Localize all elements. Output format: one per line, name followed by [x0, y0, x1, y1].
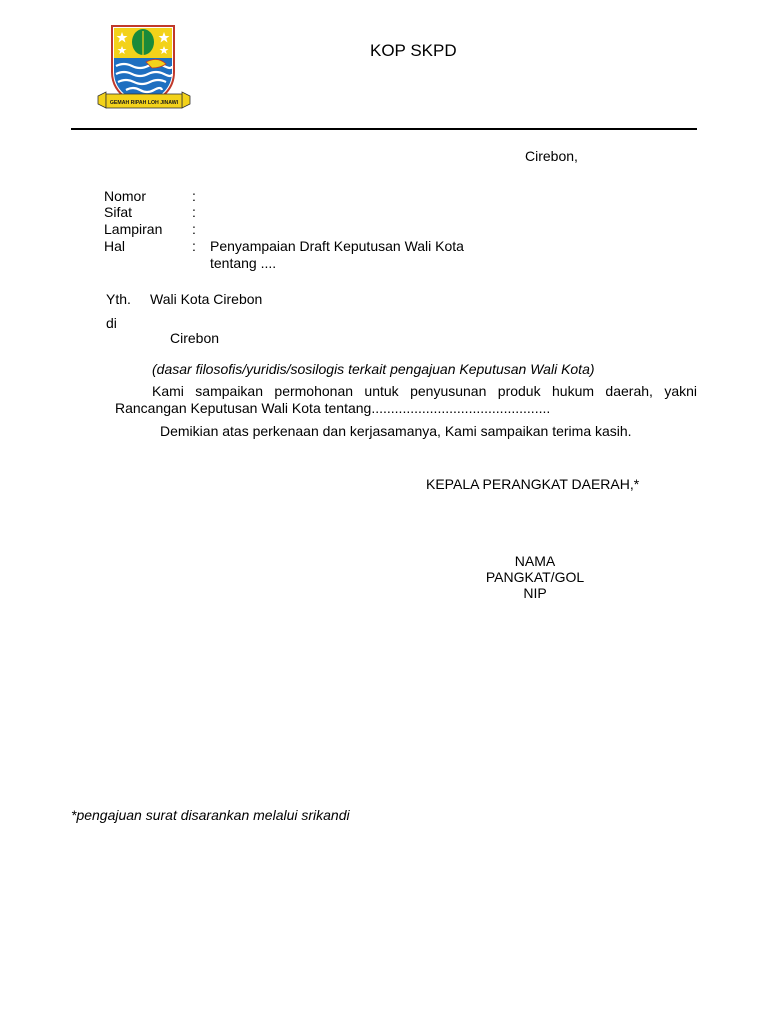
signatory-nip: NIP	[523, 585, 547, 601]
recipient-di: di	[106, 315, 117, 331]
meta-value-hal: Penyampaian Draft Keputusan Wali Kota	[210, 238, 464, 254]
letterhead-title: KOP SKPD	[370, 41, 457, 60]
meta-colon-sifat: :	[192, 204, 196, 220]
paragraph-1-line-1: Kami sampaikan permohonan untuk penyusunan produk hukum daerah, yakni	[152, 383, 697, 399]
meta-label-sifat: Sifat	[104, 204, 133, 220]
signatory-position: KEPALA PERANGKAT DAERAH,*	[426, 476, 640, 492]
signatory-name: NAMA	[514, 553, 556, 569]
meta-colon-hal: :	[192, 238, 196, 254]
logo-motto: GEMAH RIPAH LOH JINAWI	[109, 100, 179, 106]
date-line: Cirebon,	[525, 148, 578, 164]
paragraph-2: Demikian atas perkenaan dan kerjasamanya, Kami sampaikan terima kasih.	[160, 423, 632, 439]
footnote: *pengajuan surat disarankan melalui srikandi	[71, 807, 350, 823]
signatory-rank: PANGKAT/GOL	[485, 569, 585, 585]
meta-label-hal: Hal	[104, 238, 126, 254]
meta-label-lampiran: Lampiran	[104, 221, 163, 237]
header-divider	[71, 128, 697, 130]
recipient-place: Cirebon	[170, 330, 220, 346]
paragraph-1-line-2: Rancangan Keputusan Wali Kota tentang..............................................	[115, 400, 551, 416]
basis-note: (dasar filosofis/yuridis/sosilogis terkait pengajuan Keputusan Wali Kota)	[152, 361, 595, 377]
meta-value-hal-cont: tentang ....	[210, 255, 277, 271]
recipient-yth: Yth.	[106, 291, 131, 307]
meta-colon-nomor: :	[192, 188, 196, 204]
city-emblem-logo	[96, 22, 192, 114]
meta-colon-lampiran: :	[192, 221, 196, 237]
meta-label-nomor: Nomor	[104, 188, 147, 204]
recipient-name: Wali Kota Cirebon	[150, 291, 263, 307]
